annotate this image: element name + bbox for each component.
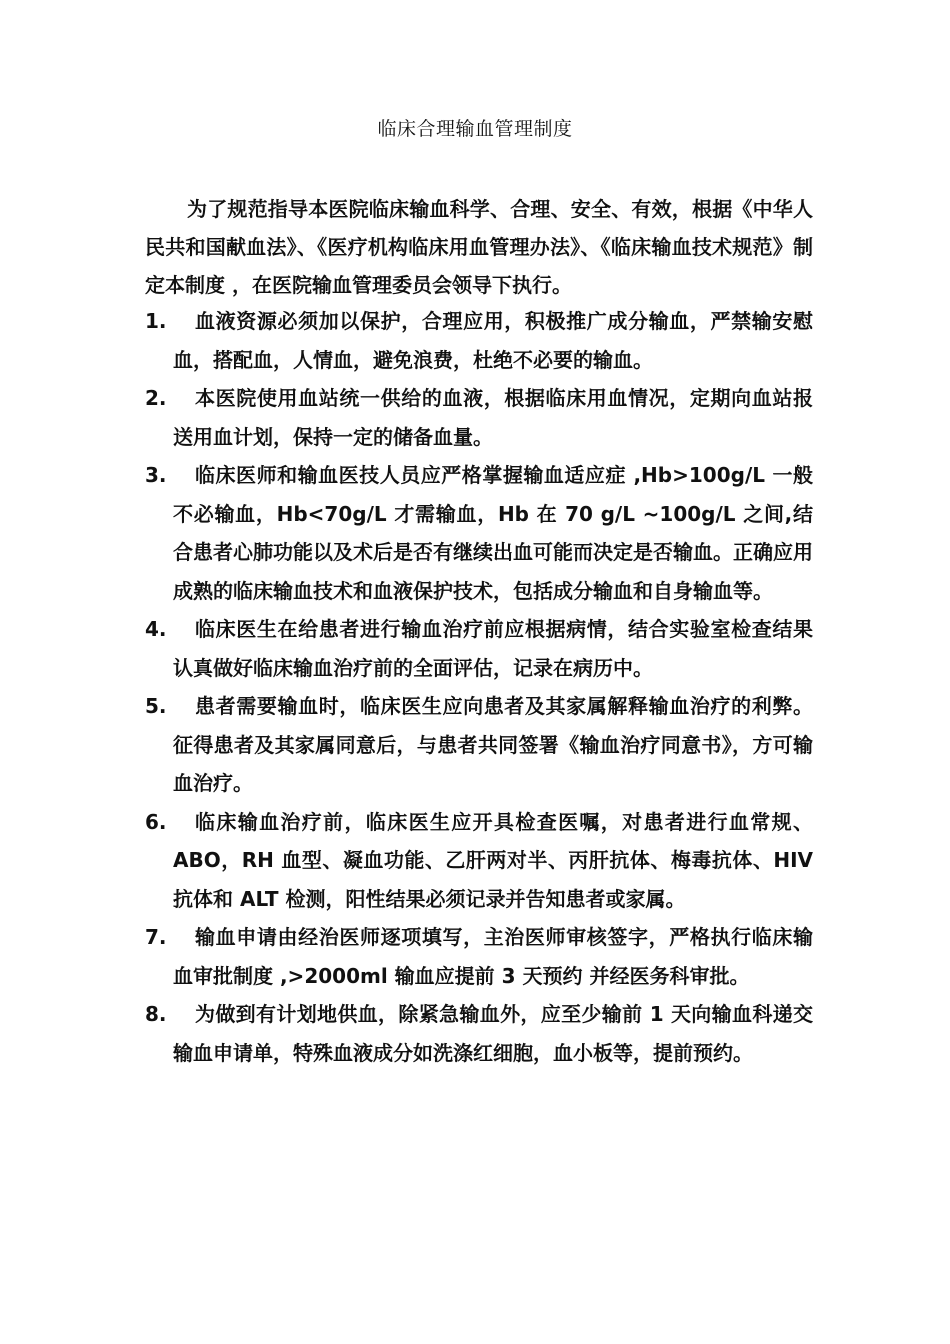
rule-text: 临床输血治疗前，临床医生应开具检查医嘱，对患者进行血常规、ABO，RH 血型、凝血功能、乙肝两对半、丙肝抗体、梅毒抗体、HIV 抗体和 ALT 检测，阳性结果必须记录并告知患者或家属。 [173,809,813,911]
document-title: 临床合理输血管理制度 [377,118,573,140]
rule-number: 7. [145,925,167,949]
intro-paragraph: 为了规范指导本医院临床输血科学、合理、安全、有效，根据《中华人民共和国献血法》、《医疗机构临床用血管理办法》、《临床输血技术规范》制定本制度 ，在医院输血管理委员会领导下执行。 [145,197,813,297]
rule-number: 5. [145,694,167,718]
rule-number: 2. [145,386,167,410]
rule-item [145,918,813,995]
rule-text: 患者需要输血时，临床医生应向患者及其家属解释输血治疗的利弊。征得患者及其家属同意后，与患者共同签署《输血治疗同意书》，方可输血治疗。 [173,694,813,795]
rule-number: 3. [145,463,167,487]
rule-item [145,456,813,610]
rule-text: 临床医生在给患者进行输血治疗前应根据病情，结合实验室检查结果认真做好临床输血治疗前的全面评估，记录在病历中。 [173,617,813,680]
rule-item [145,803,813,919]
rule-text: 血液资源必须加以保护，合理应用，积极推广成分输血，严禁输安慰血，搭配血，人情血，避免浪费，杜绝不必要的输血。 [173,309,813,372]
rule-item [145,379,813,456]
rule-item [145,302,813,379]
rule-text: 本医院使用血站统一供给的血液，根据临床用血情况，定期向血站报送用血计划，保持一定的储备血量。 [173,386,813,449]
rule-text: 为做到有计划地供血，除紧急输血外，应至少输前 1 天向输血科递交输血申请单，特殊血液成分如洗涤红细胞，血小板等，提前预约。 [173,1002,813,1065]
rule-number: 6. [145,809,167,834]
rule-item [145,995,813,1072]
rule-number: 1. [145,309,167,333]
rule-item [145,687,813,803]
rule-item [145,610,813,687]
rules-list [145,302,813,1072]
rule-text: 输血申请由经治医师逐项填写，主治医师审核签字，严格执行临床输血审批制度 ,>2000ml 输血应提前 3 天预约 并经医务科审批。 [173,925,813,988]
rule-number: 8. [145,1002,167,1026]
rule-text: 临床医师和输血医技人员应严格掌握输血适应症 ,Hb>100g/L 一般不必输血，Hb<70g/L 才需输血，Hb 在 70 g/L ~100g/L 之间,结合患者心肺功能以及术后是否有继续出血可能而决定是否输血。正确应用成熟的临床输血技术和血液保护技术，包括成分输血和自身输血等。 [173,463,813,603]
rule-number: 4. [145,617,167,641]
